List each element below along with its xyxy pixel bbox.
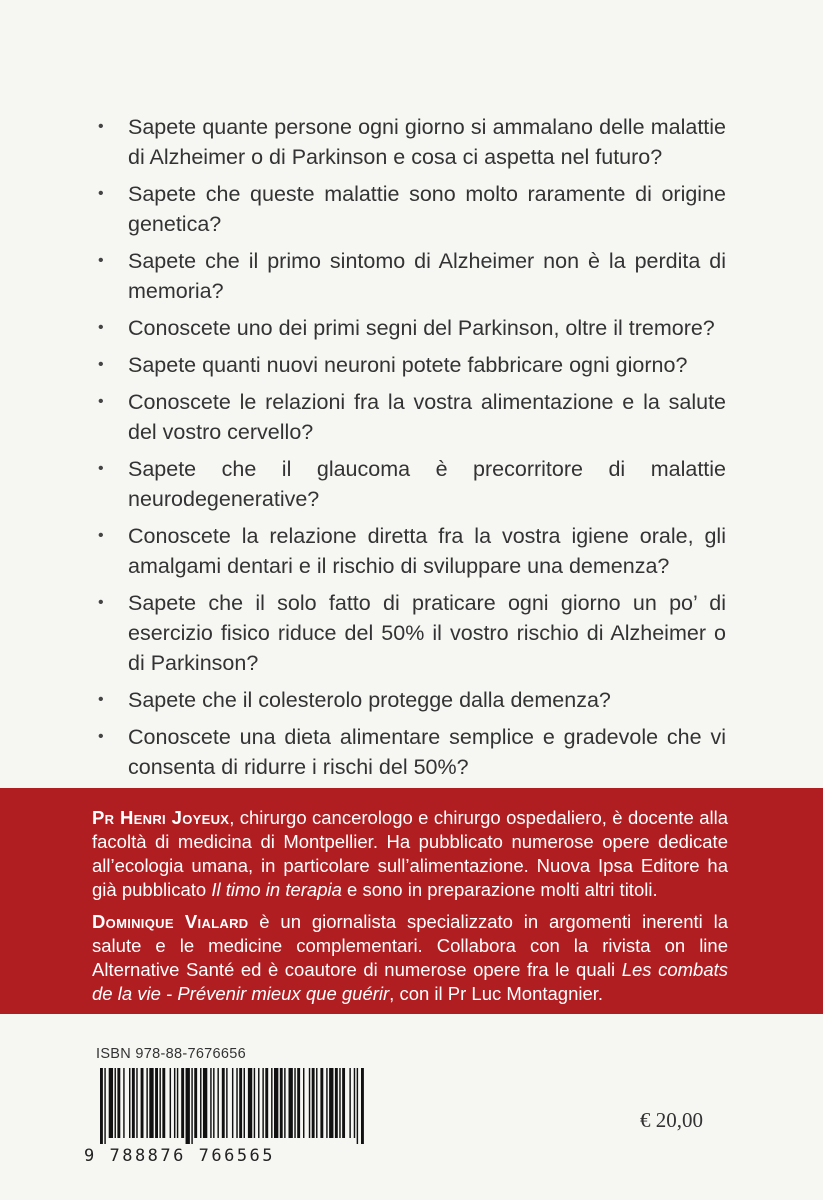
question-text: Sapete che il solo fatto di praticare ogni giorno un po’ di esercizio fisico riduce del 50% il vostro rischio di Alzheimer o di Parkinson?	[128, 591, 726, 675]
bullet-icon: •	[98, 319, 104, 336]
book-title: Les combats de la vie - Prévenir mieux que guérir	[92, 959, 728, 1004]
author-bio-text-b: e sono in preparazione molti altri titoli.	[341, 879, 658, 900]
author-bio-text-a: è un giornalista specializzato in argomenti inerenti la salute e le medicine complementari. Collabora con la rivista on line Alternative Santé ed è coautore di numerose opere fra le quali	[92, 911, 728, 980]
question-text: Sapete quanti nuovi neuroni potete fabbricare ogni giorno?	[128, 353, 688, 377]
list-item	[96, 179, 726, 239]
question-text: Sapete che il primo sintomo di Alzheimer non è la perdita di memoria?	[128, 249, 726, 303]
bullet-icon: •	[98, 252, 104, 269]
barcode-icon	[98, 1068, 366, 1144]
bullet-icon: •	[98, 594, 104, 611]
question-text: Conoscete la relazione diretta fra la vostra igiene orale, gli amalgami dentari e il rischio di sviluppare una demenza?	[128, 524, 726, 578]
isbn-label: ISBN 978-88-7676656	[96, 1046, 246, 1062]
list-item	[96, 454, 726, 514]
list-item	[96, 112, 726, 172]
question-text: Conoscete uno dei primi segni del Parkinson, oltre il tremore?	[128, 316, 715, 340]
author-bio-text	[92, 806, 728, 1014]
question-text: Sapete quante persone ogni giorno si ammalano delle malattie di Alzheimer o di Parkinson e cosa ci aspetta nel futuro?	[128, 115, 726, 169]
bullet-icon: •	[98, 118, 104, 135]
list-item	[96, 685, 726, 715]
author-name: Dominique Vialard	[92, 911, 249, 932]
bullet-icon: •	[98, 393, 104, 410]
question-text: Conoscete una dieta alimentare semplice e gradevole che vi consenta di ridurre i rischi del 50%?	[128, 725, 726, 779]
list-item	[96, 350, 726, 380]
bullet-icon: •	[98, 356, 104, 373]
book-title: Il timo in terapia	[211, 879, 342, 900]
barcode-digits: 9 788876 766565	[84, 1146, 276, 1166]
bullet-icon: •	[98, 460, 104, 477]
questions-list	[96, 112, 726, 789]
bullet-icon: •	[98, 185, 104, 202]
bullet-icon: •	[98, 527, 104, 544]
author-name: Pr Henri Joyeux	[92, 807, 230, 828]
price: € 20,00	[640, 1108, 703, 1132]
bullet-icon: •	[98, 728, 104, 745]
question-text: Conoscete le relazioni fra la vostra alimentazione e la salute del vostro cervello?	[128, 390, 726, 444]
bullet-icon: •	[98, 691, 104, 708]
author-bio-band	[0, 788, 823, 1014]
list-item	[96, 246, 726, 306]
list-item	[96, 387, 726, 447]
list-item	[96, 521, 726, 581]
list-item	[96, 588, 726, 678]
question-text: Sapete che il colesterolo protegge dalla demenza?	[128, 688, 611, 712]
list-item	[96, 313, 726, 343]
question-text: Sapete che queste malattie sono molto raramente di origine genetica?	[128, 182, 726, 236]
author-bio-text-a: , chirurgo cancerologo e chirurgo ospedaliero, è docente alla facoltà di medicina di Montpellier. Ha pubblicato numerose opere dedicate all’ecologia umana, in particolare sull’alimentazione. Nuova Ipsa Editore ha già pubblicato	[92, 807, 728, 900]
question-text: Sapete che il glaucoma è precorritore di malattie neurodegenerative?	[128, 457, 726, 511]
author-bio-text-b: , con il Pr Luc Montagnier.	[389, 983, 604, 1004]
list-item	[96, 722, 726, 782]
author-bio-joyeux	[92, 806, 728, 902]
author-bio-vialard	[92, 910, 728, 1006]
